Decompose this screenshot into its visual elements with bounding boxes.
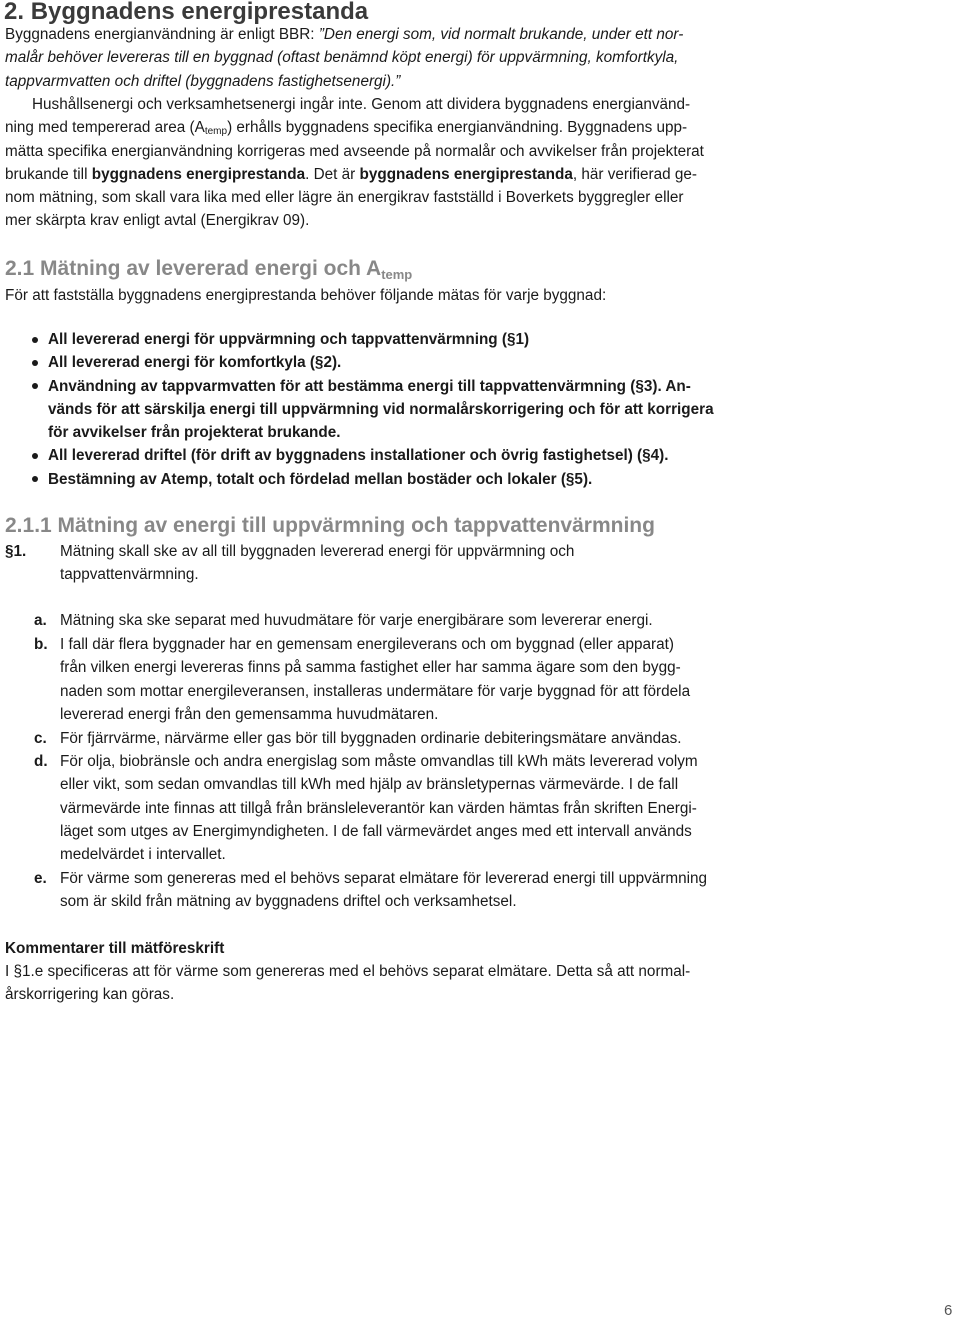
rule-marker: §1. — [5, 543, 27, 560]
rule-item: b. I fall där flera byggnader har en gemensam energileverans och om byggnad (eller apparat) från vilken energi levereras finns på samma fastighet eller har samma ägare som den bygg- naden som mottar energileveransen, installeras undermätare för varje byggnad för att fördela levererad energi från den gemensamma huvudmätaren. — [5, 633, 780, 726]
bullet-icon — [32, 453, 38, 459]
body-paragraph: Hushållsenergi och verksamhetsenergi ingår inte. Genom att dividera byggnadens energianvänd- ning med tempererad area $(A_{temp})$ erhålls byggnadens specifika energianvändning. Byggnadens upp- mätta specifika energianvändning korrigeras med avseende på normalår och avvikelser från projekterat brukande till byggnadens energiprestanda. Det är byggnadens energiprestanda, här verifierad ge- nom mätning, som skall vara lika med eller lägre än energikrav fastställd i Boverkets byggregler eller mer skärpta krav enligt avtal (Energikrav 09). — [5, 96, 704, 230]
list-item: All levererad energi för komfortkyla (§2). — [5, 351, 775, 374]
comments-heading: Kommentarer till mätföreskrift — [5, 940, 225, 957]
list-item: Användning av tappvarmvatten för att bestämma energi till tappvattenvärmning (§3). An- vänds för att särskilja energi till uppvärmning vid normalårskorrigering och för att korrigera för avvikelser från projekterat brukande. — [5, 375, 775, 445]
subsection-heading: 2.1 Mätning av levererad energi och $A_{temp}$ — [5, 257, 413, 282]
subsubsection-heading: 2.1.1 Mätning av energi till uppvärmning och tappvattenvärmning — [5, 514, 655, 537]
bullet-icon — [32, 360, 38, 366]
measurement-list — [5, 328, 775, 491]
item-marker: c. — [34, 730, 47, 747]
bullet-icon — [32, 476, 38, 482]
rule-item: d. För olja, biobränsle och andra energislag som måste omvandlas till kWh mäts levererad volym eller vikt, som sedan omvandlas till kWh med hjälp av bränsletypernas värmevärde. I de fall värmevärde inte finnas att tillgå från bränsleleverantör kan värden hämtas från skriften Energi- läget som utges av Energimyndigheten. I de fall värmevärdet anges med ett intervall används medelvärdet i intervallet. — [5, 750, 780, 866]
rule-paragraph: §1. Mätning skall ske av all till byggnaden levererad energi för uppvärmning och tappvattenvärmning. — [5, 540, 780, 587]
list-item: All levererad driftel (för drift av byggnadens installationer och övrig fastighetsel) (§4). — [5, 444, 775, 467]
rule-item: e. För värme som genereras med el behövs separat elmätare för levererad energi till uppvärmning som är skild från mätning av byggnadens driftel och verksamhetsel. — [5, 867, 780, 914]
subsection-lead: För att fastställa byggnadens energiprestanda behöver följande mätas för varje byggnad: — [5, 287, 607, 304]
list-item: All levererad energi för uppvärmning och tappvattenvärmning (§1) — [5, 328, 775, 351]
page-number: 6 — [944, 1302, 953, 1319]
item-marker: e. — [34, 870, 47, 887]
list-item: Bestämning av Atemp, totalt och fördelad mellan bostäder och lokaler (§5). — [5, 468, 775, 491]
item-marker: a. — [34, 612, 47, 629]
item-marker: b. — [34, 636, 48, 653]
item-marker: d. — [34, 753, 48, 770]
bullet-icon — [32, 383, 38, 389]
intro-paragraph: Byggnadens energianvändning är enligt BBR: ”Den energi som, vid normalt brukande, under ett nor- malår behöver levereras till en byggnad (oftast benämnd köpt energi) för uppvärmning, komfortkyla, tappvarmvatten och driftel (byggnadens fastighetsenergi).” — [5, 26, 684, 90]
section-heading: 2. Byggnadens energiprestanda — [4, 0, 369, 25]
bullet-icon — [32, 337, 38, 343]
rule-item: c. För fjärrvärme, närvärme eller gas bör till byggnaden ordinarie debiteringsmätare användas. — [5, 727, 780, 750]
comments-paragraph: I §1.e specificeras att för värme som genereras med el behövs separat elmätare. Detta så att normal- årskorrigering kan göras. — [5, 963, 691, 1004]
rule-item: a. Mätning ska ske separat med huvudmätare för varje energibärare som levererar energi. — [5, 609, 780, 632]
